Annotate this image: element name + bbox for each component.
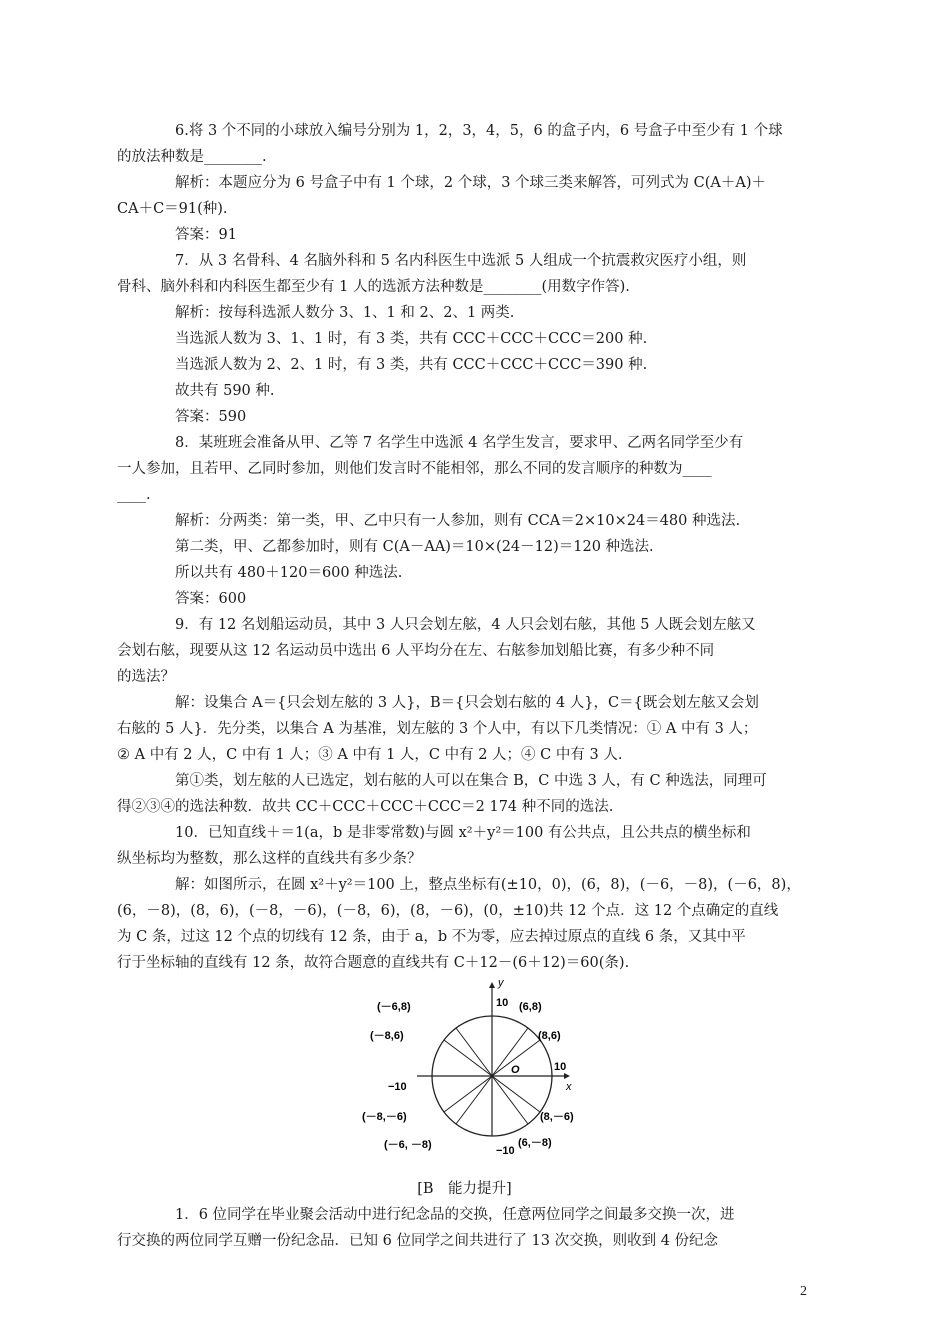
q8-solution-line-1: 解析：分两类：第一类，甲、乙中只有一人参加，则有 CCA＝2×10×24＝480 种选法. — [175, 513, 741, 529]
q8-line-1: 8．某班班会准备从甲、乙等 7 名学生中选派 4 名学生发言，要求甲、乙两名同学至少有 — [175, 435, 744, 451]
q7-solution-line-4: 故共有 590 种. — [175, 383, 275, 399]
q7-solution-line-1: 解析：按每科选派人数分 3、1、1 和 2、2、1 两类. — [175, 305, 515, 321]
point-label-neg8-neg6: (－8,－6) — [362, 1111, 407, 1123]
q9-solution-line-1: 解：设集合 A＝{只会划左舷的 3 人}，B＝{只会划右舷的 4 人}，C＝{既会划左舷又会划 — [175, 695, 759, 711]
point-label-8-neg6: (8,－6) — [540, 1111, 574, 1123]
q7-answer: 答案：590 — [175, 409, 247, 425]
q6-line-2: 的放法种数是________. — [117, 149, 267, 165]
q9-solution-line-5: 得②③④的选法种数．故共 CC＋CCC＋CCC＋CCC＝2 174 种不同的选法. — [117, 799, 614, 815]
q9-line-1: 9．有 12 名划船运动员，其中 3 人只会划左舷，4 人只会划右舷，其他 5 人既会划左舷又 — [175, 617, 756, 633]
b1-line-1: 1．6 位同学在毕业聚会活动中进行纪念品的交换，任意两位同学之间最多交换一次，进 — [175, 1207, 735, 1223]
point-label-8-6: (8,6) — [538, 1030, 561, 1042]
q10-line-2: 纵坐标均为整数，那么这样的直线共有多少条？ — [117, 851, 422, 867]
q8-line-3: ____. — [117, 487, 151, 503]
q10-solution-line-4: 行于坐标轴的直线有 12 条，故符合题意的直线共有 C＋12－(6＋12)＝60(条). — [117, 955, 630, 971]
q9-line-2: 会划右舷，现要从这 12 名运动员中选出 6 人平均分在左、右舷参加划船比赛，有多少种不同 — [117, 643, 715, 659]
q8-line-2: 一人参加，且若甲、乙同时参加，则他们发言时不能相邻，那么不同的发言顺序的种数为____ — [117, 461, 712, 477]
page-number: 2 — [800, 1284, 807, 1299]
circle-figure — [117, 976, 812, 1176]
q7-line-1: 7．从 3 名骨科、4 名脑外科和 5 名内科医生中选派 5 人组成一个抗震救灾医疗小组，则 — [175, 253, 747, 269]
y-axis-arrow — [489, 982, 495, 988]
origin-label: O — [511, 1064, 520, 1076]
circle-diagram — [362, 976, 574, 1176]
x-axis-arrow — [564, 1073, 570, 1079]
q10-solution-line-2: (6，－8)，(8，6)，(－8，－6)，(－8，6)，(8，－6)，(0，±10)共 12 个点．这 12 个点确定的直线 — [117, 903, 779, 919]
point-label-neg6-8: (－6,8) — [377, 1001, 411, 1013]
y-axis-label: y — [498, 977, 504, 989]
section-caption: [B 能力提升] — [417, 1181, 512, 1197]
y-bottom-tick-label: −10 — [496, 1145, 515, 1157]
x-axis-label: x — [566, 1081, 572, 1093]
q6-answer: 答案：91 — [175, 227, 237, 243]
y-top-tick-label: 10 — [496, 997, 509, 1009]
q6-solution-line-2: CA＋C＝91(种). — [117, 201, 228, 217]
q10-solution-line-3: 为 C 条，过这 12 个点的切线有 12 条，由于 a，b 不为零，应去掉过原点的直线 6 条，又其中平 — [117, 929, 746, 945]
q6-solution-line-1: 解析：本题应分为 6 号盒子中有 1 个球，2 个球，3 个球三类来解答，可列式为 C(A＋A)＋ — [175, 175, 767, 191]
x-right-tick-label: 10 — [554, 1061, 567, 1073]
q9-line-3: 的选法？ — [117, 669, 175, 685]
q8-answer: 答案：600 — [175, 591, 247, 607]
point-label-6-8: (6,8) — [519, 1001, 542, 1013]
q10-line-1: 10．已知直线＋＝1(a，b 是非零常数)与圆 x²＋y²＝100 有公共点，且公共点的横坐标和 — [175, 825, 751, 841]
b1-line-2: 行交换的两位同学互赠一份纪念品．已知 6 位同学之间共进行了 13 次交换，则收到 4 份纪念 — [117, 1233, 719, 1249]
x-left-tick-label: −10 — [388, 1081, 407, 1093]
q9-solution-line-4: 第①类，划左舷的人已选定，划右舷的人可以在集合 B，C 中选 3 人，有 C 种选法，同理可 — [175, 773, 767, 789]
q9-solution-line-3: ② A 中有 2 人，C 中有 1 人；③ A 中有 1 人，C 中有 2 人；④ C 中有 3 人. — [117, 747, 623, 763]
q7-solution-line-3: 当选派人数为 2、2、1 时，有 3 类，共有 CCC＋CCC＋CCC＝390 种. — [175, 357, 648, 373]
q8-solution-line-2: 第二类，甲、乙都参加时，则有 C(A－AA)＝10×(24－12)＝120 种选法. — [175, 539, 654, 555]
point-label-neg8-6: (－8,6) — [370, 1030, 404, 1042]
q7-solution-line-2: 当选派人数为 3、1、1 时，有 3 类，共有 CCC＋CCC＋CCC＝200 种. — [175, 331, 648, 347]
q8-solution-line-3: 所以共有 480＋120＝600 种选法. — [175, 565, 403, 581]
point-label-6-neg8: (6,－8) — [518, 1137, 552, 1149]
q9-solution-line-2: 右舷的 5 人}．先分类，以集合 A 为基准，划左舷的 3 个人中，有以下几类情况：① A 中有 3 人； — [117, 721, 758, 737]
point-label-neg6-neg8: (－6, －8) — [384, 1139, 432, 1151]
q7-line-2: 骨科、脑外科和内科医生都至少有 1 人的选派方法种数是________(用数字作答). — [117, 279, 630, 295]
q6-line-1: 6.将 3 个不同的小球放入编号分别为 1，2，3，4，5，6 的盒子内，6 号盒子中至少有 1 个球 — [175, 123, 783, 139]
page-content — [117, 118, 812, 1254]
q10-solution-line-1: 解：如图所示，在圆 x²＋y²＝100 上，整点坐标有(±10，0)，(6，8)，(－6，－8)，(－6，8)， — [175, 877, 801, 893]
